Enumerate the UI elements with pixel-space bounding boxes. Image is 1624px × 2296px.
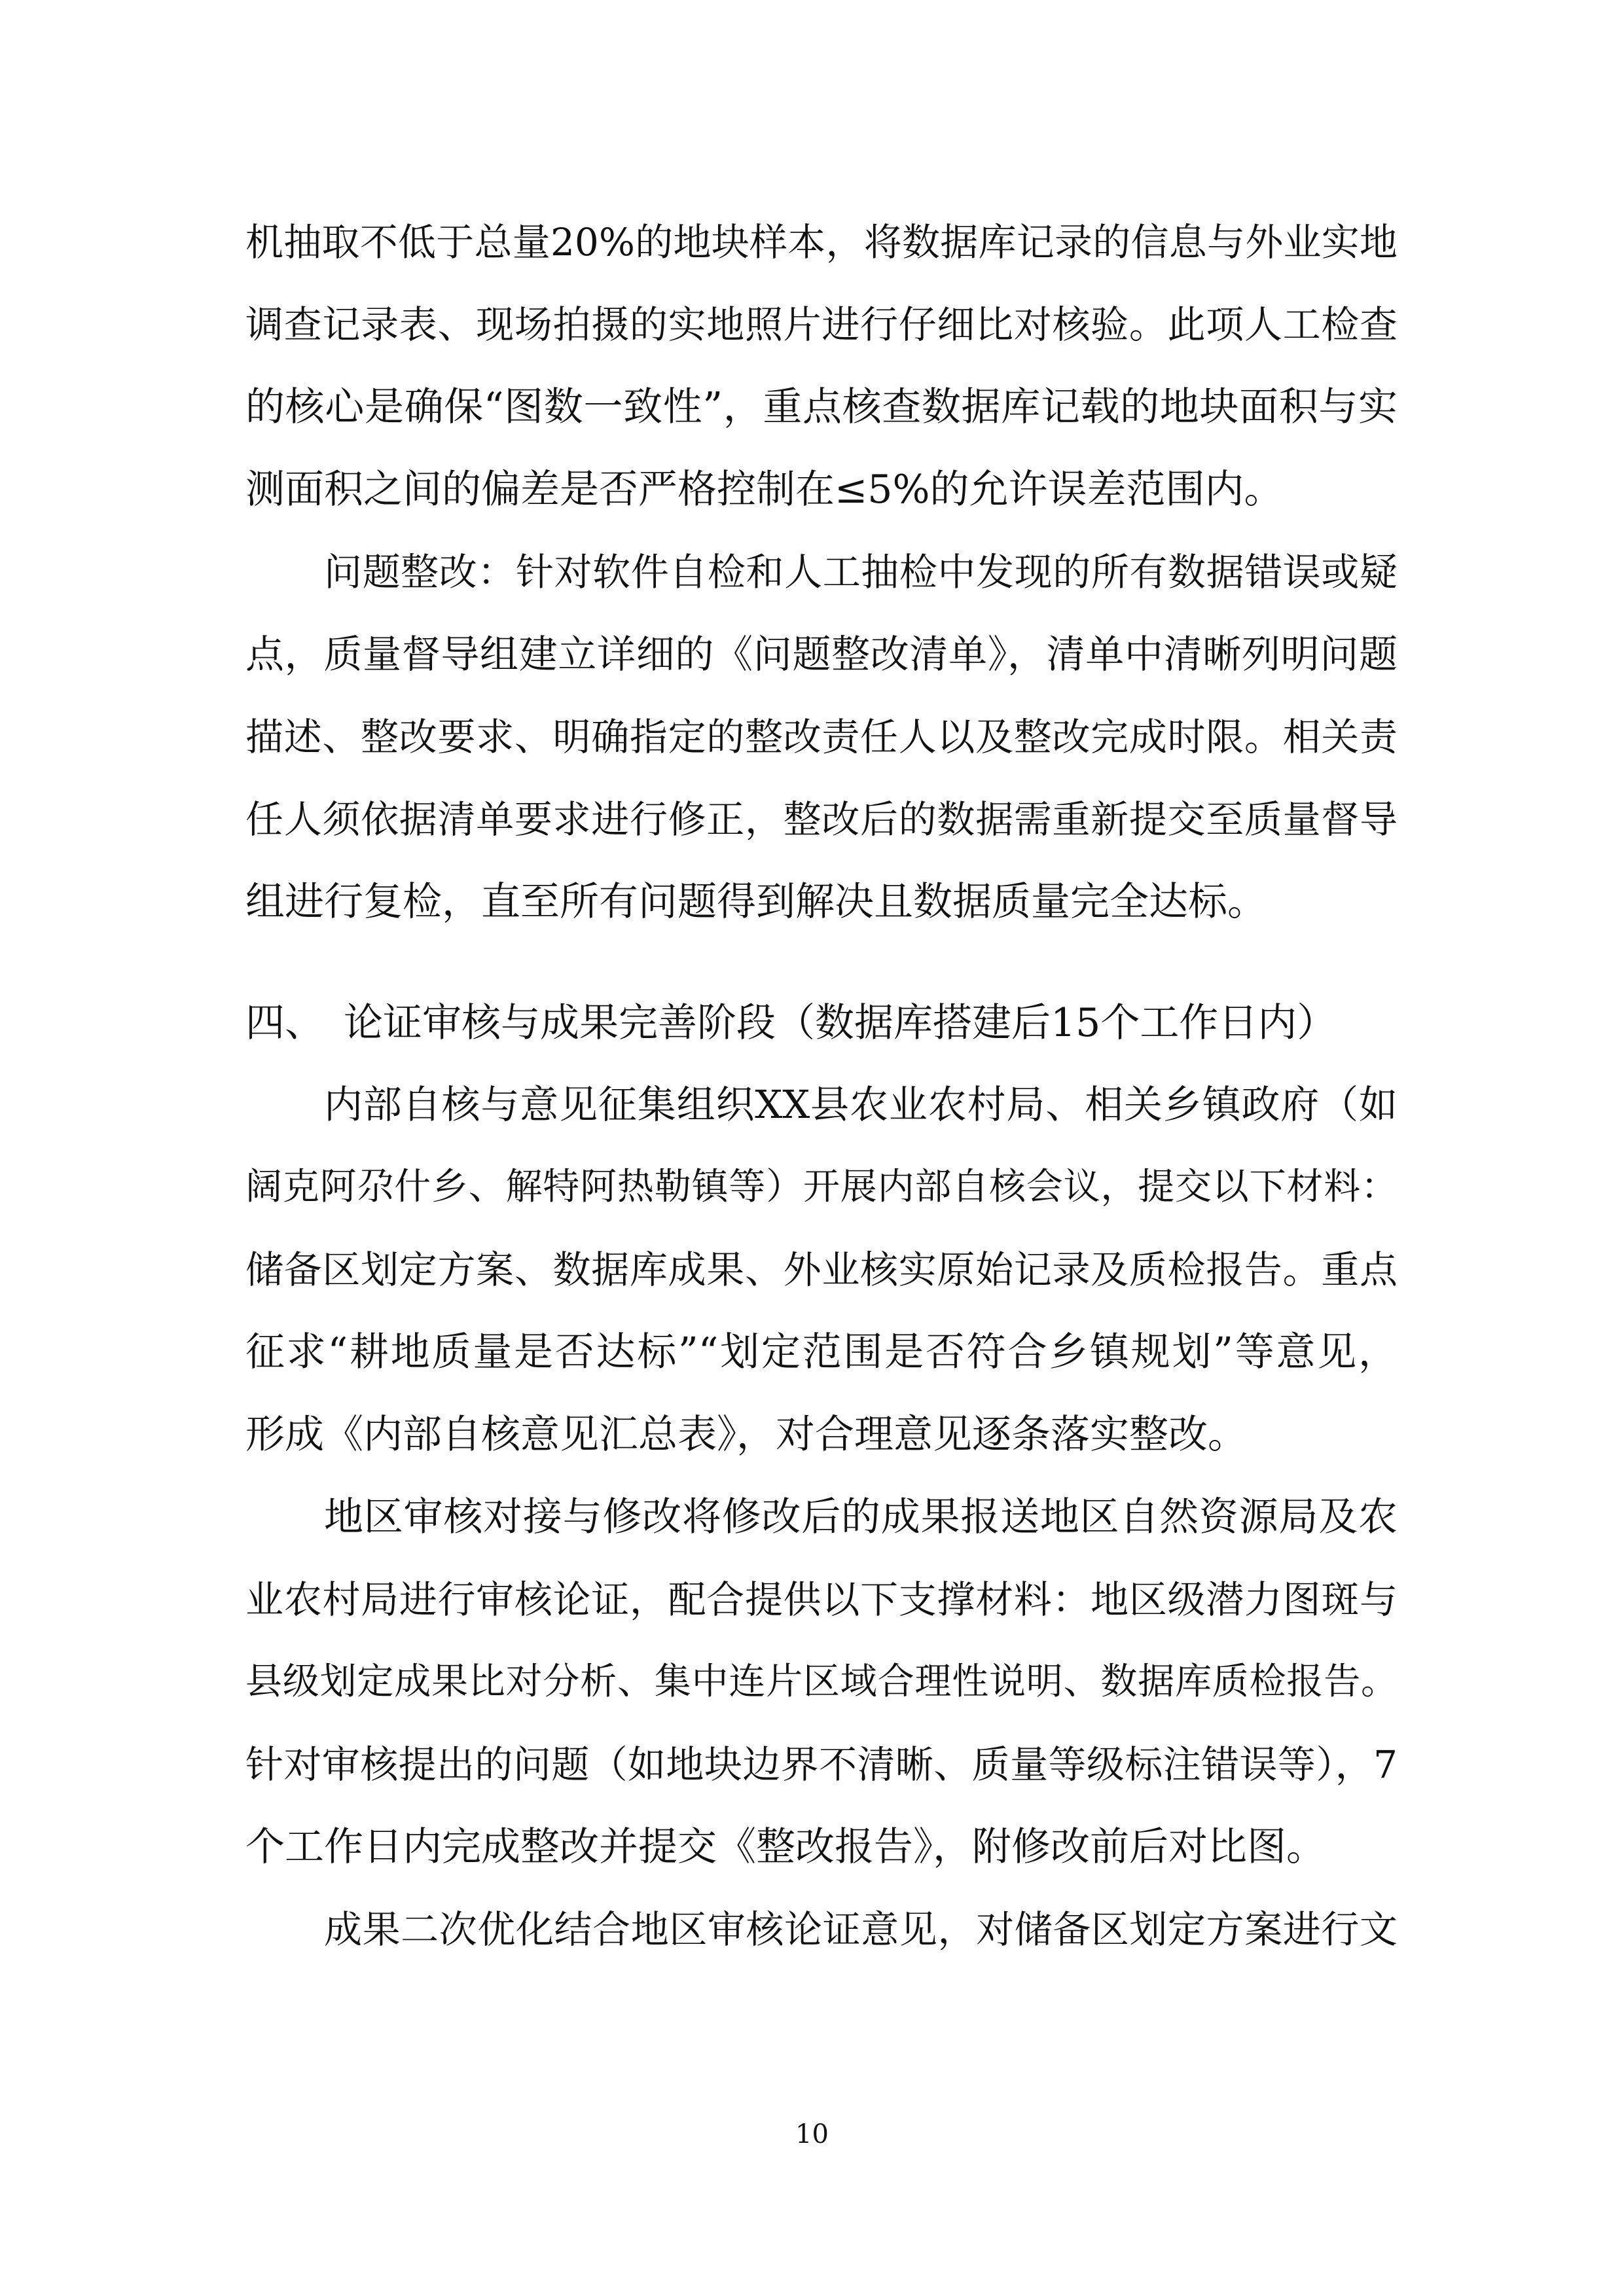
paragraph-4-line-1: 地区审核对接与修改将修改后的成果报送地区自然资源局及农	[324, 1494, 1398, 1540]
paragraph-3-line-4: 征求“耕地质量是否达标”“划定范围是否符合乡镇规划”等意见，	[245, 1329, 1398, 1375]
section-heading-title: 论证审核与成果完善阶段（数据库搭建后15个工作日内）	[344, 1000, 1337, 1046]
paragraph-2-line-2: 点，质量督导组建立详细的《问题整改清单》，清单中清晰列明问题	[245, 632, 1398, 677]
paragraph-2-line-3: 描述、整改要求、明确指定的整改责任人以及整改完成时限。相关责	[245, 715, 1398, 759]
paragraph-4-line-4: 针对审核提出的问题（如地块边界不清晰、质量等级标注错误等），7	[245, 1742, 1398, 1787]
paragraph-5-line-1: 成果二次优化结合地区审核论证意见，对储备区划定方案进行文	[324, 1907, 1398, 1952]
paragraph-4-line-3: 县级划定成果比对分析、集中连片区域合理性说明、数据库质检报告。	[245, 1660, 1398, 1703]
paragraph-3-line-2: 阔克阿尕什乡、解特阿热勒镇等）开展内部自核会议，提交以下材料：	[245, 1166, 1398, 1208]
paragraph-2-line-1: 问题整改：针对软件自检和人工抽检中发现的所有数据错误或疑	[324, 550, 1398, 594]
page-number: 10	[795, 2119, 829, 2149]
paragraph-1-line-3: 的核心是确保“图数一致性”，重点核查数据库记载的地块面积与实	[245, 384, 1398, 430]
paragraph-1-line-1: 机抽取不低于总量20%的地块样本，将数据库记录的信息与外业实地	[245, 220, 1398, 264]
paragraph-3-line-1: 内部自核与意见征集组织XX县农业农村局、相关乡镇政府（如	[324, 1082, 1398, 1127]
paragraph-3-line-5: 形成《内部自核意见汇总表》，对合理意见逐条落实整改。	[245, 1412, 1247, 1458]
paragraph-4-line-5: 个工作日内完成整改并提交《整改报告》，附修改前后对比图。	[245, 1824, 1326, 1870]
paragraph-1-line-2: 调查记录表、现场拍摄的实地照片进行仔细比对核验。此项人工检查	[245, 302, 1398, 347]
section-heading-number: 四、	[245, 1000, 324, 1046]
paragraph-3-line-3: 储备区划定方案、数据库成果、外业核实原始记录及质检报告。重点	[245, 1247, 1398, 1292]
paragraph-1-line-4: 测面积之间的偏差是否严格控制在≤5%的允许误差范围内。	[245, 467, 1284, 512]
paragraph-2-line-5: 组进行复检，直至所有问题得到解决且数据质量完全达标。	[245, 879, 1267, 925]
paragraph-4-line-2: 业农村局进行审核论证，配合提供以下支撑材料：地区级潜力图斑与	[245, 1577, 1398, 1622]
paragraph-2-line-4: 任人须依据清单要求进行修正，整改后的数据需重新提交至质量督导	[245, 797, 1398, 842]
